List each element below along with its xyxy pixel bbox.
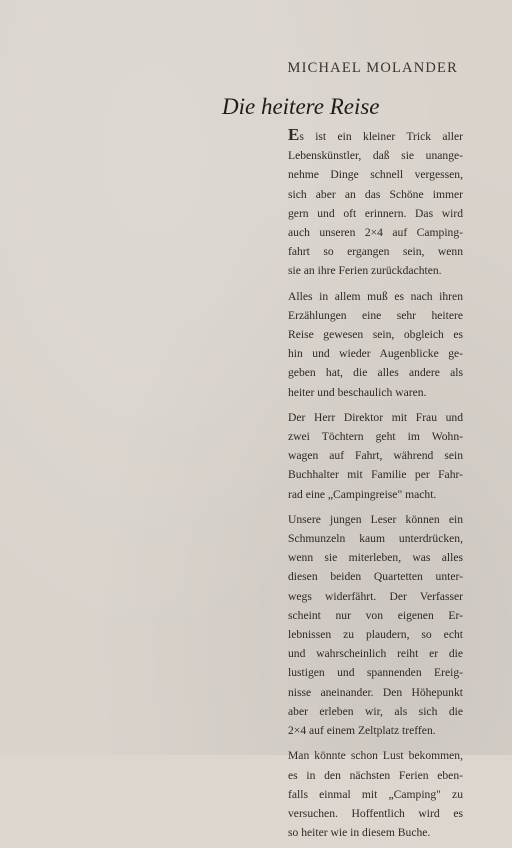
text-line: hin und wieder Augenblicke ge- (288, 347, 463, 361)
paragraph-4 (288, 510, 463, 740)
drop-cap: E (288, 125, 300, 144)
text-line: wagen auf Fahrt, während sein (288, 449, 463, 463)
text-line: falls einmal mit „Camping" zu (288, 787, 463, 801)
text-line: Man könnte schon Lust bekommen, (288, 749, 463, 763)
text-line: auch unseren 2×4 auf Camping- (288, 226, 463, 240)
text-line: geben hat, die alles andere als (288, 366, 463, 380)
paragraph-5 (288, 746, 463, 842)
text-line: diesen beiden Quartetten unter- (288, 570, 463, 584)
text-line: gern und oft erinnern. Das wird (288, 206, 463, 220)
text-line: Der Herr Direktor mit Frau und (288, 410, 463, 424)
text-line: Schmunzeln kaum unterdrücken, (288, 532, 463, 546)
text-line: Alles in allem muß es nach ihren (288, 289, 463, 303)
paragraph-2 (288, 287, 463, 402)
text-line: sich aber an das Schöne immer (288, 187, 463, 201)
text-line: Unsere jungen Leser können ein (288, 512, 463, 526)
text-line: zwei Töchtern geht im Wohn- (288, 430, 463, 444)
author-name: MICHAEL MOLANDER (287, 60, 458, 76)
text-line: nehme Dinge schnell vergessen, (288, 168, 463, 182)
text-line: lebnissen zu plaudern, so echt (288, 628, 463, 642)
text-line: sie an ihre Ferien zurückdachten. (288, 264, 442, 278)
text-line: scheint nur von eigenen Er- (288, 608, 463, 622)
paragraph-3 (288, 408, 463, 504)
text-line: rad eine „Campingreise" macht. (288, 487, 437, 501)
blurb-text (288, 127, 463, 848)
text-line: Es ist ein kleiner Trick aller (288, 125, 463, 144)
text-line: Reise gewesen sein, obgleich es (288, 328, 463, 342)
text-line: wegs widerfährt. Der Verfasser (288, 589, 463, 603)
text-line: und wahrscheinlich reiht er die (288, 647, 463, 661)
text-line: nisse aneinander. Den Höhepunkt (288, 685, 463, 699)
text-line: 2×4 auf einem Zeltplatz treffen. (288, 724, 436, 738)
text-line: es in den nächsten Ferien eben- (288, 768, 463, 782)
text-line: versuchen. Hoffentlich wird es (288, 806, 463, 820)
text-line: Lebenskünstler, daß sie unange- (288, 149, 463, 163)
paragraph-1 (288, 127, 463, 281)
text-line: heiter und beschaulich waren. (288, 385, 427, 399)
text-line: wenn sie miterleben, was alles (288, 551, 463, 565)
text-line: fahrt so ergangen sein, wenn (288, 245, 463, 259)
text-line: aber erleben wir, als sich die (288, 704, 463, 718)
text-line: lustigen und spannenden Ereig- (288, 666, 463, 680)
text-line: so heiter wie in diesem Buche. (288, 826, 431, 840)
text-line: Erzählungen eine sehr heitere (288, 308, 463, 322)
book-title: Die heitere Reise (222, 94, 380, 119)
text-line: Buchhalter mit Familie per Fahr- (288, 468, 463, 482)
